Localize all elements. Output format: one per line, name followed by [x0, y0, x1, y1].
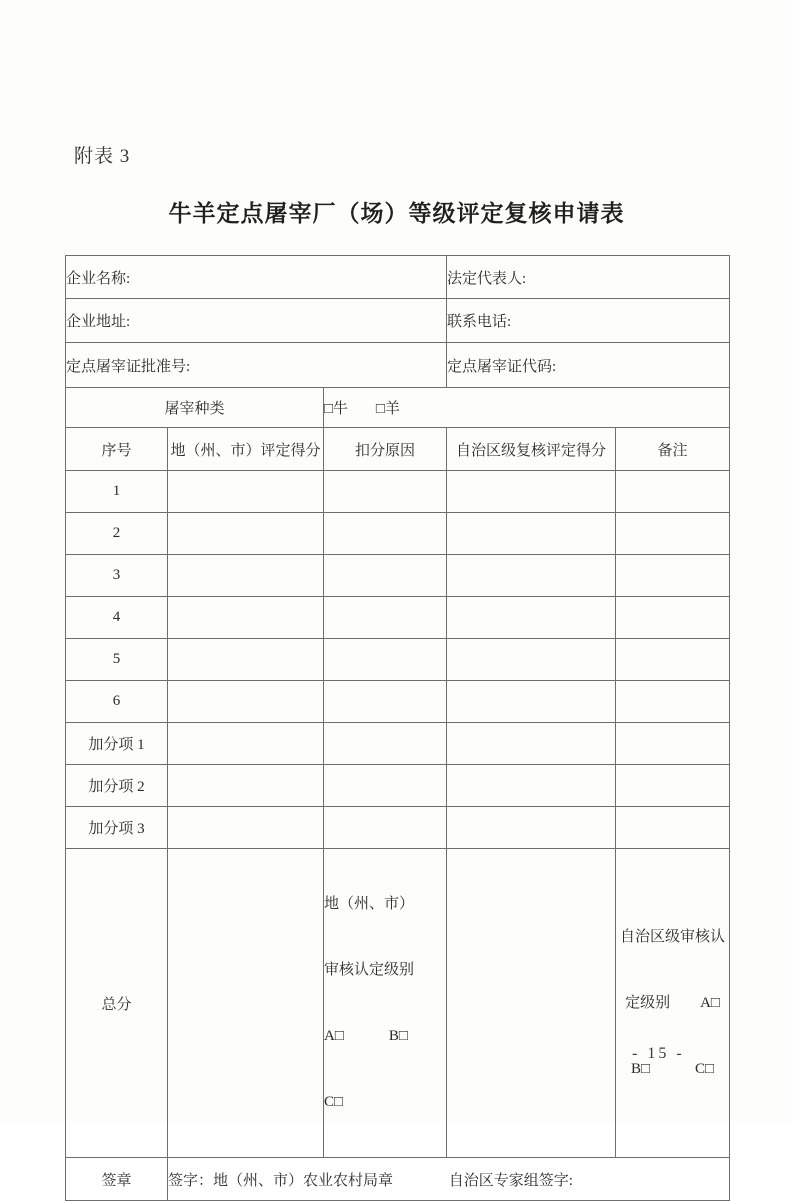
prefecture-bureau-seal-text: 签字：地（州、市）农业农村局章: [168, 1172, 394, 1189]
sheep-checkbox-option: □羊: [375, 401, 400, 417]
header-remarks: 备注: [616, 428, 730, 471]
expert-group-signature-text: 自治区专家组签字:: [448, 1172, 573, 1189]
total-score-label-cell: 总分: [66, 849, 168, 1158]
prefecture-score-cell: [168, 597, 324, 639]
species-label-cell: 屠宰种类: [66, 388, 324, 428]
remarks-cell: [616, 513, 730, 555]
region-grade-checkbox-a: 定级别 A□: [625, 995, 720, 1011]
region-grade-line: 自治区级审核认: [620, 929, 726, 945]
region-review-score-cell: [447, 723, 616, 765]
contact-phone-cell: 联系电话:: [447, 299, 730, 343]
row-label: 加分项 2: [66, 765, 168, 807]
remarks-cell: [616, 723, 730, 765]
info-row-certificate: [66, 343, 730, 388]
region-review-score-cell: [447, 555, 616, 597]
region-grade-checkboxes-bc: B□ C□: [630, 1061, 715, 1077]
score-row-3: [66, 555, 730, 597]
header-region-review-score: 自治区级复核评定得分: [447, 428, 616, 471]
score-row-4: [66, 597, 730, 639]
score-row-6: [66, 681, 730, 723]
total-score-row: [66, 849, 730, 1158]
cattle-checkbox-option: □牛: [324, 401, 349, 417]
prefecture-score-cell: [168, 555, 324, 597]
remarks-cell: [616, 639, 730, 681]
application-form-table: [65, 255, 730, 1201]
remarks-cell: [616, 555, 730, 597]
region-review-score-cell: [447, 681, 616, 723]
deduction-reason-cell: [324, 597, 447, 639]
remarks-cell: [616, 765, 730, 807]
prefecture-score-cell: [168, 639, 324, 681]
seal-label-cell: 签章: [66, 1158, 168, 1201]
deduction-reason-cell: [324, 471, 447, 513]
deduction-reason-cell: [324, 807, 447, 849]
appendix-label: 附表 3: [74, 146, 131, 167]
prefecture-score-cell: [168, 513, 324, 555]
score-row-2: [66, 513, 730, 555]
bonus-row-1: [66, 723, 730, 765]
score-row-1: [66, 471, 730, 513]
prefecture-score-cell: [168, 681, 324, 723]
page-number: - 15 -: [632, 1045, 685, 1062]
company-name-cell: 企业名称:: [66, 256, 447, 299]
row-label: 加分项 1: [66, 723, 168, 765]
prefecture-grade-checkboxes-ab: A□ B□: [324, 1028, 408, 1044]
deduction-reason-cell: [324, 765, 447, 807]
deduction-reason-cell: [324, 513, 447, 555]
score-row-5: [66, 639, 730, 681]
remarks-cell: [616, 807, 730, 849]
deduction-reason-cell: [324, 723, 447, 765]
prefecture-grade-line: 地（州、市）: [324, 896, 415, 912]
prefecture-grade-line: 审核认定级别: [324, 962, 415, 978]
prefecture-score-cell: [168, 723, 324, 765]
total-prefecture-score-cell: [168, 849, 324, 1158]
form-title: 牛羊定点屠宰厂（场）等级评定复核申请表: [168, 201, 625, 226]
deduction-reason-cell: [324, 681, 447, 723]
slaughter-certificate-number-cell: 定点屠宰证批准号:: [66, 343, 447, 388]
deduction-reason-cell: [324, 639, 447, 681]
deduction-reason-cell: [324, 555, 447, 597]
info-row-company-name: [66, 256, 730, 299]
legal-representative-cell: 法定代表人:: [447, 256, 730, 299]
region-review-score-cell: [447, 471, 616, 513]
region-review-score-cell: [447, 639, 616, 681]
remarks-cell: [616, 471, 730, 513]
prefecture-grade-checkbox-c: C□: [324, 1094, 344, 1110]
species-options-cell: [324, 388, 730, 428]
region-review-score-cell: [447, 597, 616, 639]
score-table-header-row: [66, 428, 730, 471]
company-address-cell: 企业地址:: [66, 299, 447, 343]
seal-signature-cell: [168, 1158, 730, 1201]
prefecture-score-cell: [168, 471, 324, 513]
region-grade-cell: [616, 849, 730, 1158]
header-serial-number: 序号: [66, 428, 168, 471]
remarks-cell: [616, 597, 730, 639]
row-label: 4: [66, 597, 168, 639]
row-label: 加分项 3: [66, 807, 168, 849]
row-label: 1: [66, 471, 168, 513]
species-row: [66, 388, 730, 428]
prefecture-score-cell: [168, 807, 324, 849]
region-review-score-cell: [447, 765, 616, 807]
row-label: 2: [66, 513, 168, 555]
row-label: 3: [66, 555, 168, 597]
bonus-row-2: [66, 765, 730, 807]
header-prefecture-score: 地（州、市）评定得分: [168, 428, 324, 471]
remarks-cell: [616, 681, 730, 723]
region-review-score-cell: [447, 807, 616, 849]
total-region-review-score-cell: [447, 849, 616, 1158]
row-label: 5: [66, 639, 168, 681]
region-review-score-cell: [447, 513, 616, 555]
header-deduction-reason: 扣分原因: [324, 428, 447, 471]
bonus-row-3: [66, 807, 730, 849]
slaughter-certificate-code-cell: 定点屠宰证代码:: [447, 343, 730, 388]
prefecture-grade-cell: [324, 849, 447, 1158]
prefecture-score-cell: [168, 765, 324, 807]
row-label: 6: [66, 681, 168, 723]
seal-row: [66, 1158, 730, 1201]
info-row-company-address: [66, 299, 730, 343]
